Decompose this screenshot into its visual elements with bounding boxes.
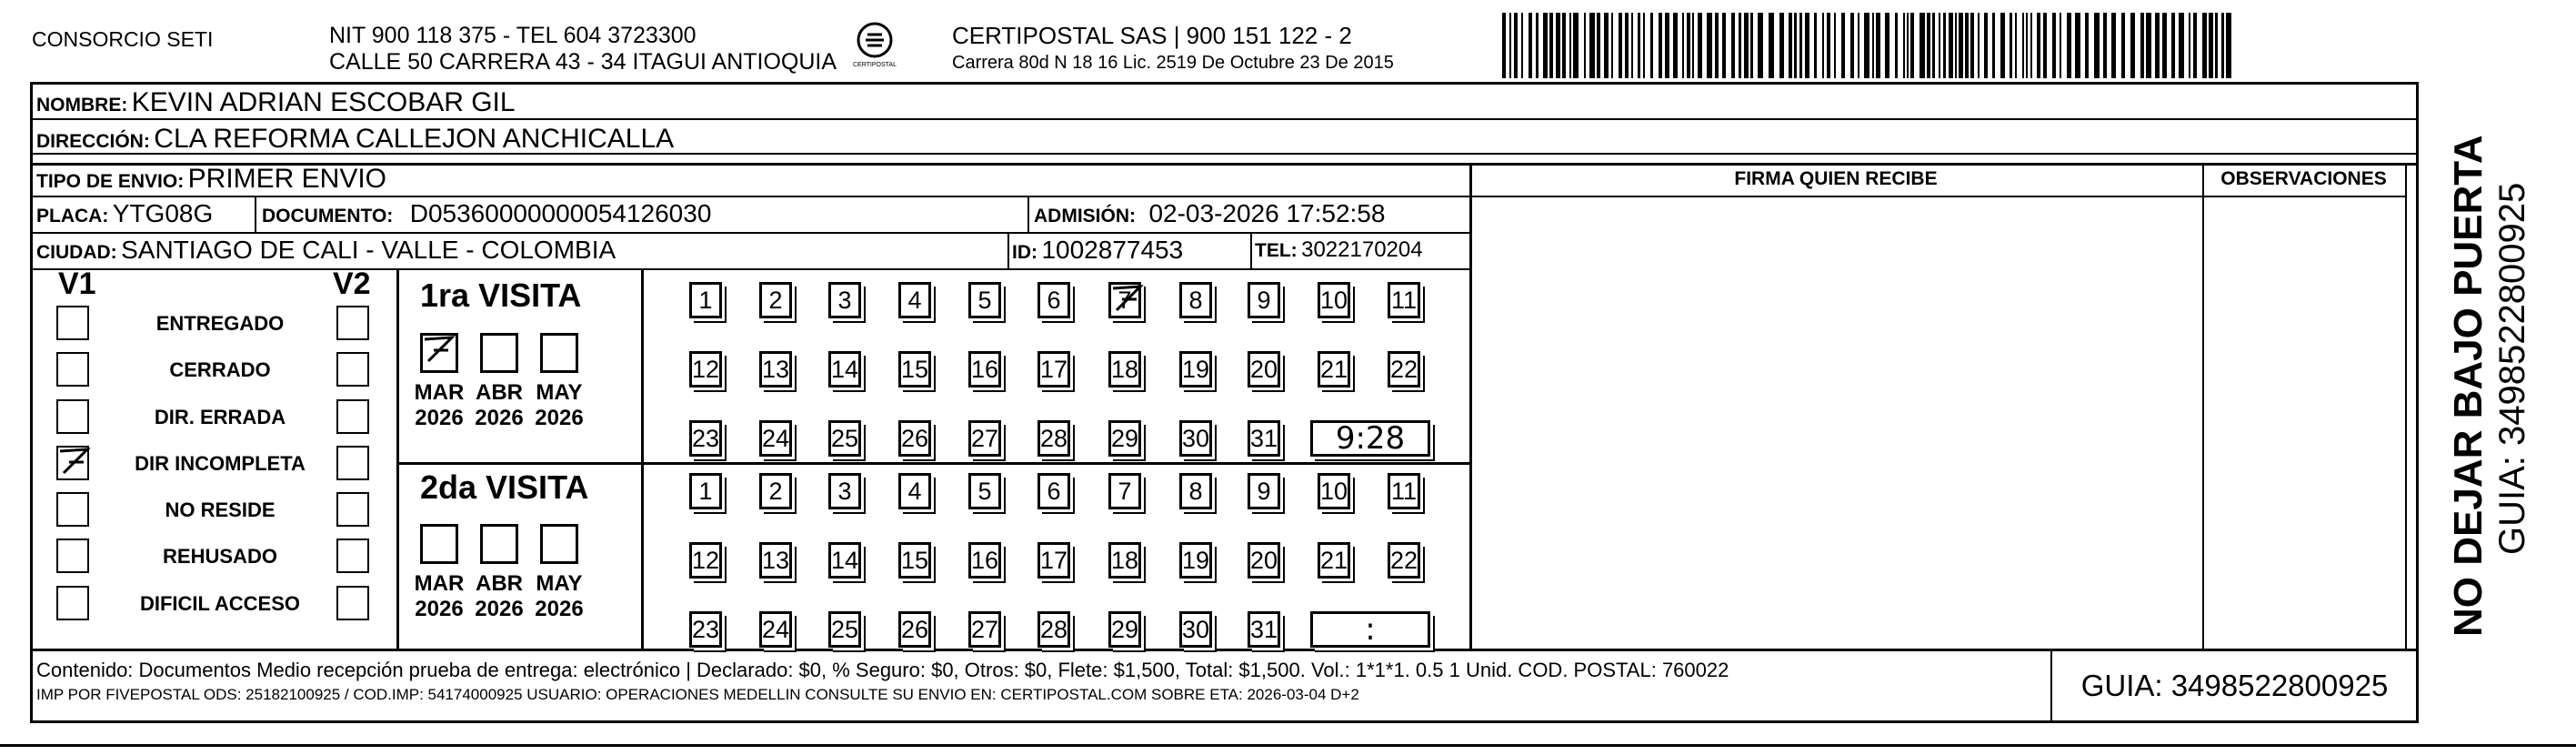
month-checkbox[interactable] (420, 333, 458, 373)
day-box[interactable]: 2 (759, 282, 792, 318)
v1-checkbox[interactable] (56, 586, 89, 620)
company-nit: NIT 900 118 375 - TEL 604 3723300 (329, 23, 697, 48)
status-option-label: ENTREGADO (155, 312, 285, 335)
day-box[interactable]: 9 (1248, 473, 1280, 509)
day-box[interactable]: 22 (1388, 542, 1420, 579)
day-box[interactable]: 16 (968, 351, 1001, 388)
document-value: D05360000000054126030 (409, 199, 712, 227)
day-box[interactable]: 30 (1179, 611, 1212, 648)
v1-checkbox[interactable] (56, 539, 89, 573)
company-address: CALLE 50 CARRERA 43 - 34 ITAGUI ANTIOQUIA (329, 49, 837, 75)
day-box[interactable]: 7 (1108, 282, 1141, 318)
month-checkbox[interactable] (420, 524, 458, 564)
status-option-label: REHUSADO (163, 545, 277, 568)
month-year: 2026 (475, 597, 524, 621)
certipostal-logo (853, 20, 897, 64)
month-year: 2026 (415, 406, 464, 430)
v1-label: V1 (58, 267, 96, 301)
month-name: MAY (536, 571, 583, 596)
bottom-rule (0, 744, 2576, 747)
handwritten-check-icon (56, 442, 93, 478)
day-box[interactable]: 6 (1037, 473, 1070, 509)
month-checkbox[interactable] (540, 524, 578, 564)
time-box[interactable]: : (1310, 611, 1430, 648)
day-box[interactable]: 21 (1318, 351, 1350, 388)
day-box[interactable]: 17 (1037, 542, 1070, 579)
city-row (36, 235, 616, 270)
status-option-label: NO RESIDE (165, 498, 276, 521)
day-box[interactable]: 29 (1108, 420, 1141, 457)
month-name: ABR (476, 380, 523, 405)
day-box[interactable]: 12 (689, 351, 722, 388)
month-year: 2026 (535, 406, 584, 430)
send-type: PRIMER ENVIO (187, 164, 387, 194)
day-box[interactable]: 14 (828, 351, 861, 388)
v1-checkbox[interactable] (56, 446, 89, 480)
v2-checkbox[interactable] (336, 399, 369, 434)
month-label (529, 380, 589, 431)
month-label (409, 380, 469, 431)
day-box[interactable]: 7 (1108, 473, 1141, 509)
plate-label: PLACA: (36, 206, 109, 226)
address-row (36, 124, 674, 159)
admission-row (1034, 198, 1385, 234)
name-label: NOMBRE: (36, 95, 128, 116)
day-box[interactable]: 28 (1037, 420, 1070, 457)
month-name: MAR (414, 380, 465, 405)
day-box[interactable]: 13 (759, 351, 792, 388)
visit2-title: 2da VISITA (420, 468, 589, 506)
tracking-barcode (1502, 13, 2237, 80)
day-box[interactable]: 4 (898, 282, 931, 318)
day-box[interactable]: 23 (689, 611, 722, 648)
day-box[interactable]: 30 (1179, 420, 1212, 457)
observations-column-header (2202, 164, 2405, 196)
v2-checkbox[interactable] (336, 352, 369, 387)
day-box[interactable]: 17 (1037, 351, 1070, 388)
day-box[interactable]: 19 (1179, 542, 1212, 579)
guia-box: GUIA: 3498522800925 (2080, 669, 2389, 702)
signature-label: FIRMA QUIEN RECIBE (1734, 168, 1938, 189)
day-box[interactable]: 27 (968, 420, 1001, 457)
v2-label: V2 (333, 267, 371, 301)
v2-checkbox[interactable] (336, 586, 369, 620)
month-year: 2026 (535, 597, 584, 621)
status-option-label: DIR INCOMPLETA (135, 452, 306, 475)
day-box[interactable]: 11 (1388, 282, 1420, 318)
day-box[interactable]: 31 (1248, 611, 1280, 648)
day-box[interactable]: 24 (759, 611, 792, 648)
recipient-name: KEVIN ADRIAN ESCOBAR GIL (131, 87, 516, 117)
v2-checkbox[interactable] (336, 492, 369, 527)
v2-checkbox[interactable] (336, 539, 369, 573)
day-box[interactable]: 19 (1179, 351, 1212, 388)
day-box[interactable]: 3 (828, 282, 861, 318)
visit1-title: 1ra VISITA (420, 277, 582, 314)
status-option-label: CERRADO (169, 358, 271, 381)
company-name: CONSORCIO SETI (32, 27, 214, 51)
day-box[interactable]: 1 (689, 473, 722, 509)
observations-label: OBSERVACIONES (2220, 168, 2387, 189)
day-box[interactable]: 21 (1318, 542, 1350, 579)
day-box[interactable]: 8 (1179, 282, 1212, 318)
v1-checkbox[interactable] (56, 352, 89, 387)
document-row (262, 198, 711, 234)
day-box[interactable]: 11 (1388, 473, 1420, 509)
month-year: 2026 (415, 597, 464, 621)
day-box[interactable]: 14 (828, 542, 861, 579)
status-option-label: DIFICIL ACCESO (139, 592, 300, 615)
address-label: DIRECCIÓN: (36, 131, 150, 152)
status-option-label: DIR. ERRADA (154, 406, 286, 428)
day-box[interactable]: 26 (898, 611, 931, 648)
handwritten-check-icon (421, 330, 457, 367)
month-checkbox[interactable] (480, 524, 518, 564)
city-value: SANTIAGO DE CALI - VALLE - COLOMBIA (121, 236, 616, 264)
day-box[interactable]: 23 (689, 420, 722, 457)
month-label (529, 571, 589, 622)
no-dejar-notice: NO DEJAR BAJO PUERTA (2446, 135, 2491, 637)
day-box[interactable]: 15 (898, 351, 931, 388)
tel-label: TEL: (1255, 240, 1298, 261)
v1-checkbox[interactable] (56, 492, 89, 527)
tel-row (1255, 235, 1423, 268)
logo-caption: CERTIPOSTAL (853, 62, 897, 68)
courier-info: CERTIPOSTAL SAS | 900 151 122 - 2 (952, 22, 1352, 49)
plate-value: YTG08G (112, 199, 214, 227)
month-year: 2026 (475, 406, 524, 430)
id-value: 1002877453 (1041, 236, 1184, 264)
day-box[interactable]: 5 (968, 473, 1001, 509)
document-label: DOCUMENTO: (262, 206, 394, 226)
day-box[interactable]: 18 (1108, 542, 1141, 579)
month-checkbox[interactable] (480, 333, 518, 373)
day-box[interactable]: 9 (1248, 282, 1280, 318)
day-box[interactable]: 25 (828, 611, 861, 648)
day-box[interactable]: 12 (689, 542, 722, 579)
send-type-row (36, 164, 386, 199)
handwritten-check-icon (1109, 279, 1146, 316)
day-box[interactable]: 26 (898, 420, 931, 457)
id-label: ID: (1012, 242, 1037, 263)
month-label (409, 571, 469, 622)
day-box[interactable]: 3 (828, 473, 861, 509)
courier-license: Carrera 80d N 18 16 Lic. 2519 De Octubre 23 De 2015 (952, 53, 1394, 73)
day-box[interactable]: 28 (1037, 611, 1070, 648)
signature-column-header (1469, 164, 2202, 196)
name-row (36, 87, 516, 123)
month-name: MAR (414, 571, 465, 596)
admission-value: 02-03-2026 17:52:58 (1148, 199, 1386, 227)
month-checkbox[interactable] (540, 333, 578, 373)
month-name: MAY (536, 380, 583, 405)
day-box[interactable]: 10 (1318, 282, 1350, 318)
v1-checkbox[interactable] (56, 399, 89, 434)
time-box[interactable]: 9:28 (1310, 420, 1430, 457)
day-box[interactable]: 29 (1108, 611, 1141, 648)
day-box[interactable]: 4 (898, 473, 931, 509)
day-box[interactable]: 8 (1179, 473, 1212, 509)
admission-label: ADMISIÓN: (1034, 206, 1136, 226)
v1-checkbox[interactable] (56, 306, 89, 340)
day-box[interactable]: 27 (968, 611, 1001, 648)
day-box[interactable]: 18 (1108, 351, 1141, 388)
day-box[interactable]: 22 (1388, 351, 1420, 388)
content-line: Contenido: Documentos Medio recepción prueba de entrega: electrónico | Declarado: $0, % Seguro: $0, Otros: $0, Flete: $1,500, Total: $1,500. Vol.: 1*1*1. 0.5 1 Unid. COD. POSTAL: 760022 (36, 659, 1729, 681)
day-box[interactable]: 15 (898, 542, 931, 579)
day-box[interactable]: 10 (1318, 473, 1350, 509)
day-box[interactable]: 1 (689, 282, 722, 318)
v2-checkbox[interactable] (336, 306, 369, 340)
month-name: ABR (476, 571, 523, 596)
imp-line: IMP POR FIVEPOSTAL ODS: 25182100925 / COD.IMP: 54174000925 USUARIO: OPERACIONES MEDELLIN CONSULTE SU ENVIO EN: CERTIPOSTAL.COM SOBRE ETA: 2026-03-04 D+2 (36, 686, 1359, 703)
day-box[interactable]: 2 (759, 473, 792, 509)
day-box[interactable]: 13 (759, 542, 792, 579)
month-label (469, 571, 529, 622)
day-box[interactable]: 25 (828, 420, 861, 457)
id-row (1012, 235, 1183, 270)
recipient-address: CLA REFORMA CALLEJON ANCHICALLA (154, 124, 675, 154)
city-label: CIUDAD: (36, 242, 117, 263)
day-box[interactable]: 6 (1037, 282, 1070, 318)
side-guia: GUIA: 3498522800925 (2492, 182, 2532, 555)
v2-checkbox[interactable] (336, 446, 369, 480)
tel-value: 3022170204 (1301, 237, 1423, 262)
day-box[interactable]: 24 (759, 420, 792, 457)
day-box[interactable]: 16 (968, 542, 1001, 579)
day-box[interactable]: 20 (1248, 542, 1280, 579)
day-box[interactable]: 5 (968, 282, 1001, 318)
send-type-label: TIPO DE ENVIO: (36, 171, 185, 192)
month-label (469, 380, 529, 431)
day-box[interactable]: 20 (1248, 351, 1280, 388)
plate-row (36, 198, 213, 234)
day-box[interactable]: 31 (1248, 420, 1280, 457)
